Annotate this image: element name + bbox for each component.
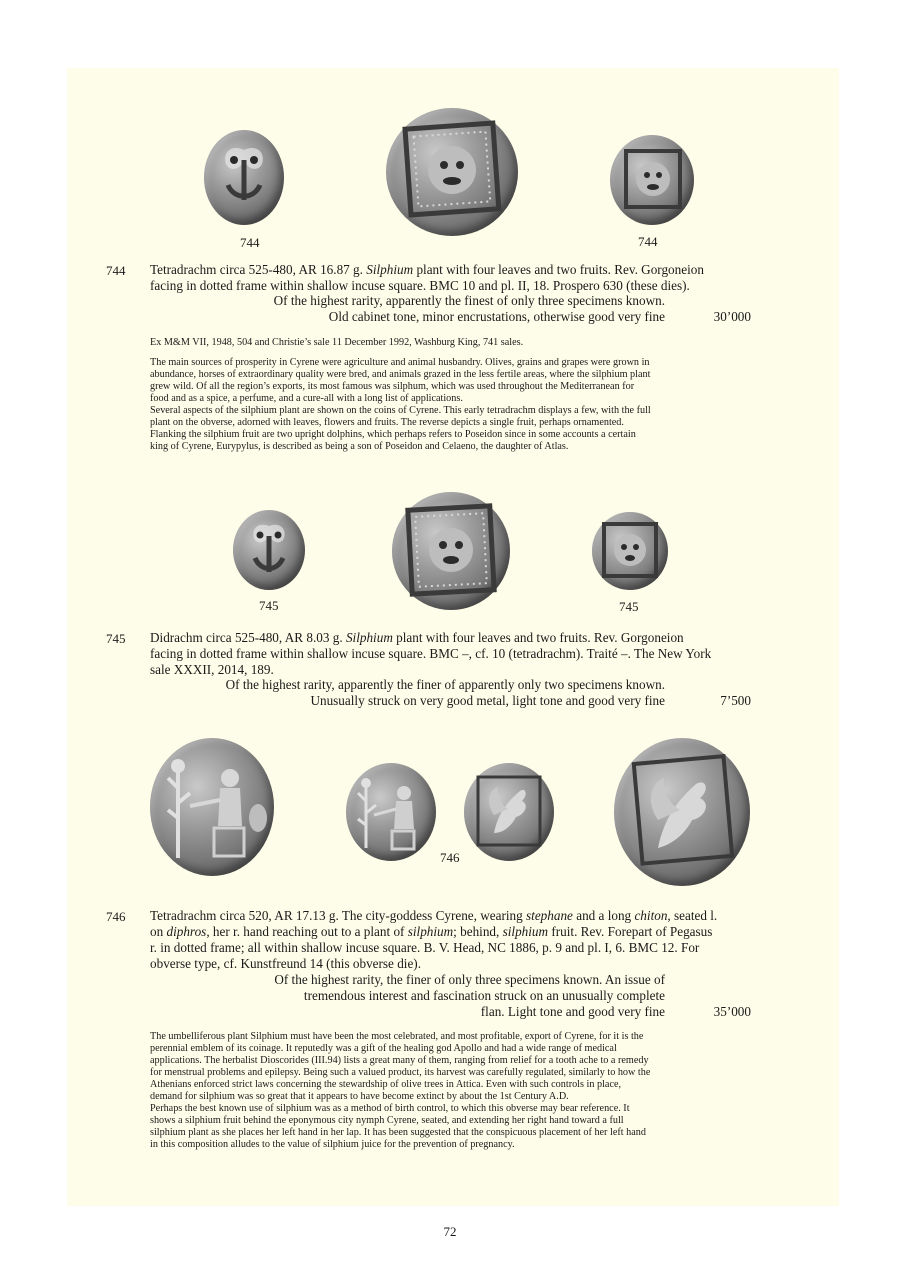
lot-746-condition: flan. Light tone and good very fine (480, 1004, 665, 1019)
note-746-line: shows a silphium fruit behind the eponymous city nymph Cyrene, seated, and extending her right hand toward a full (150, 1115, 624, 1126)
lot-745-description (150, 630, 750, 678)
note-744-line: food and as a spice, a perfume, and a cure-all with a long list of applications. (150, 393, 463, 404)
lot-746-description (150, 908, 750, 972)
note-744-line: abundance, horses of extraordinary quality were bred, and animals grazed in the less fertile areas, where the silphium plant (150, 369, 651, 380)
note-744-line: king of Cyrene, Eurypylus, is described as being a son of Poseidon and Celaeno, the daughter of Atlas. (150, 441, 569, 452)
lot-744-note (150, 357, 751, 453)
coin-745-obverse-image (233, 510, 305, 590)
note-746-line: demand for silphium was so great that it appears to have become extinct by about the 1st Century A.D. (150, 1091, 569, 1102)
note-746-line: perennial emblem of its coinage. It reputedly was a gift of the healing god Apollo and had a wide range of medical (150, 1043, 617, 1054)
note-746-line: Perhaps the best known use of silphium was as a method of birth control, to which this obverse may bear reference. It (150, 1103, 630, 1114)
coin-744-reverse-large-image (386, 108, 518, 236)
lot-745-rarity: Of the highest rarity, apparently the finer of apparently only two specimens known. (225, 677, 665, 692)
note-746-line: Athenians enforced strict laws concerning the stewardship of olive trees in Attica. Even with such controls in place, (150, 1079, 622, 1090)
coin-746-obverse-image (346, 763, 436, 861)
lot-744-provenance: Ex M&M VII, 1948, 504 and Christie’s sale 11 December 1992, Washburg King, 741 sales. (150, 337, 524, 348)
lot-745-line-1: Didrachm circa 525-480, AR 8.03 g. Silphium plant with four leaves and two fruits. Rev. Gorgoneion (150, 630, 684, 645)
lot-746-line-2: on diphros, her r. hand reaching out to a plant of silphium; behind, silphium fruit. Rev. Forepart of Pegasus (150, 924, 713, 939)
note-746-line: silphium plant as she places her left hand in her lap. It has been suggested that the conspicuous placement of her left hand (150, 1127, 646, 1138)
lot-number-745: 745 (106, 631, 126, 646)
note-744-line: Several aspects of the silphium plant are shown on the coins of Cyrene. This early tetradrachm displays a few, with the full (150, 405, 651, 416)
lot-744-condition: Old cabinet tone, minor encrustations, otherwise good very fine (328, 309, 665, 324)
lot-746-note (150, 1031, 751, 1151)
lot-745-condition: Unusually struck on very good metal, light tone and good very fine (310, 693, 665, 708)
lot-744-rarity: Of the highest rarity, apparently the finest of only three specimens known. (273, 293, 665, 308)
note-744-line: The main sources of prosperity in Cyrene were agriculture and animal husbandry. Olives, grains and grapes were grown in (150, 357, 650, 368)
coin-746-reverse-image (464, 763, 554, 861)
lot-746-line-3: r. in dotted frame; all within shallow incuse square. B. V. Head, NC 1886, p. 9 and pl. I, 6. BMC 12. For (150, 940, 700, 955)
coin-label-744-left: 744 (240, 235, 260, 250)
coin-746-obverse-large-image (150, 738, 274, 876)
coin-label-745-right: 745 (619, 599, 639, 614)
coin-744-reverse-image (610, 135, 694, 225)
lot-number-746: 746 (106, 909, 126, 924)
lot-746-rarity-2: tremendous interest and fascination struck on an unusually complete (303, 988, 665, 1003)
lot-744-line-1: Tetradrachm circa 525-480, AR 16.87 g. Silphium plant with four leaves and two fruits. Rev. Gorgoneion (150, 262, 704, 277)
note-746-line: applications. The herbalist Dioscorides (III.94) lists a great many of them, ranging from relief for a tooth ache to a remedy (150, 1055, 649, 1066)
lot-744-line-2: facing in dotted frame within shallow incuse square. BMC 10 and pl. II, 18. Prospero 630 (these dies). (150, 278, 690, 293)
lot-746-rarity-1: Of the highest rarity, the finer of only three specimens known. An issue of (274, 972, 665, 987)
coin-label-746: 746 (440, 850, 460, 865)
lot-745-line-3: sale XXXII, 2014, 189. (150, 662, 274, 677)
note-744-line: plant on the obverse, adorned with leaves, flowers and fruits. The reverse depicts a single fruit, perhaps ornamented. (150, 417, 624, 428)
coin-745-reverse-image (592, 512, 668, 590)
lot-744-description (150, 262, 750, 294)
coin-744-obverse-image (204, 130, 284, 225)
note-746-line: for menstrual problems and epilepsy. Being such a valued product, its harvest was carefully regulated, similarly to how the (150, 1067, 651, 1078)
note-744-line: Flanking the silphium fruit are two upright dolphins, which perhaps refers to Poseidon since in some accounts a certain (150, 429, 636, 440)
coin-label-745-left: 745 (259, 598, 279, 613)
coin-746-reverse-large-image (614, 738, 750, 886)
lot-746-line-1: Tetradrachm circa 520, AR 17.13 g. The city-goddess Cyrene, wearing stephane and a long chiton, seated l. (150, 908, 718, 923)
lot-number-744: 744 (106, 263, 126, 278)
note-746-line: The umbelliferous plant Silphium must have been the most celebrated, and most profitable, export of Cyrene, for it is the (150, 1031, 644, 1042)
coin-label-744-right: 744 (638, 234, 658, 249)
lot-746-line-4: obverse type, cf. Kunstfreund 14 (this obverse die). (150, 956, 422, 971)
lot-746-price: 35’000 (713, 1004, 751, 1019)
coin-745-reverse-large-image (392, 492, 510, 610)
lot-744-price: 30’000 (713, 309, 751, 324)
page-number: 72 (443, 1224, 457, 1239)
note-746-line: in this composition alludes to the value of silphium juice for the prevention of pregnancy. (150, 1139, 515, 1150)
lot-745-price: 7’500 (720, 693, 751, 708)
lot-745-line-2: facing in dotted frame within shallow incuse square. BMC –, cf. 10 (tetradrachm). Traité –. The New York (150, 646, 712, 661)
note-744-line: grew wild. Of all the region’s exports, its most famous was silphum, which was used throughout the Mediterranean for (150, 381, 635, 392)
